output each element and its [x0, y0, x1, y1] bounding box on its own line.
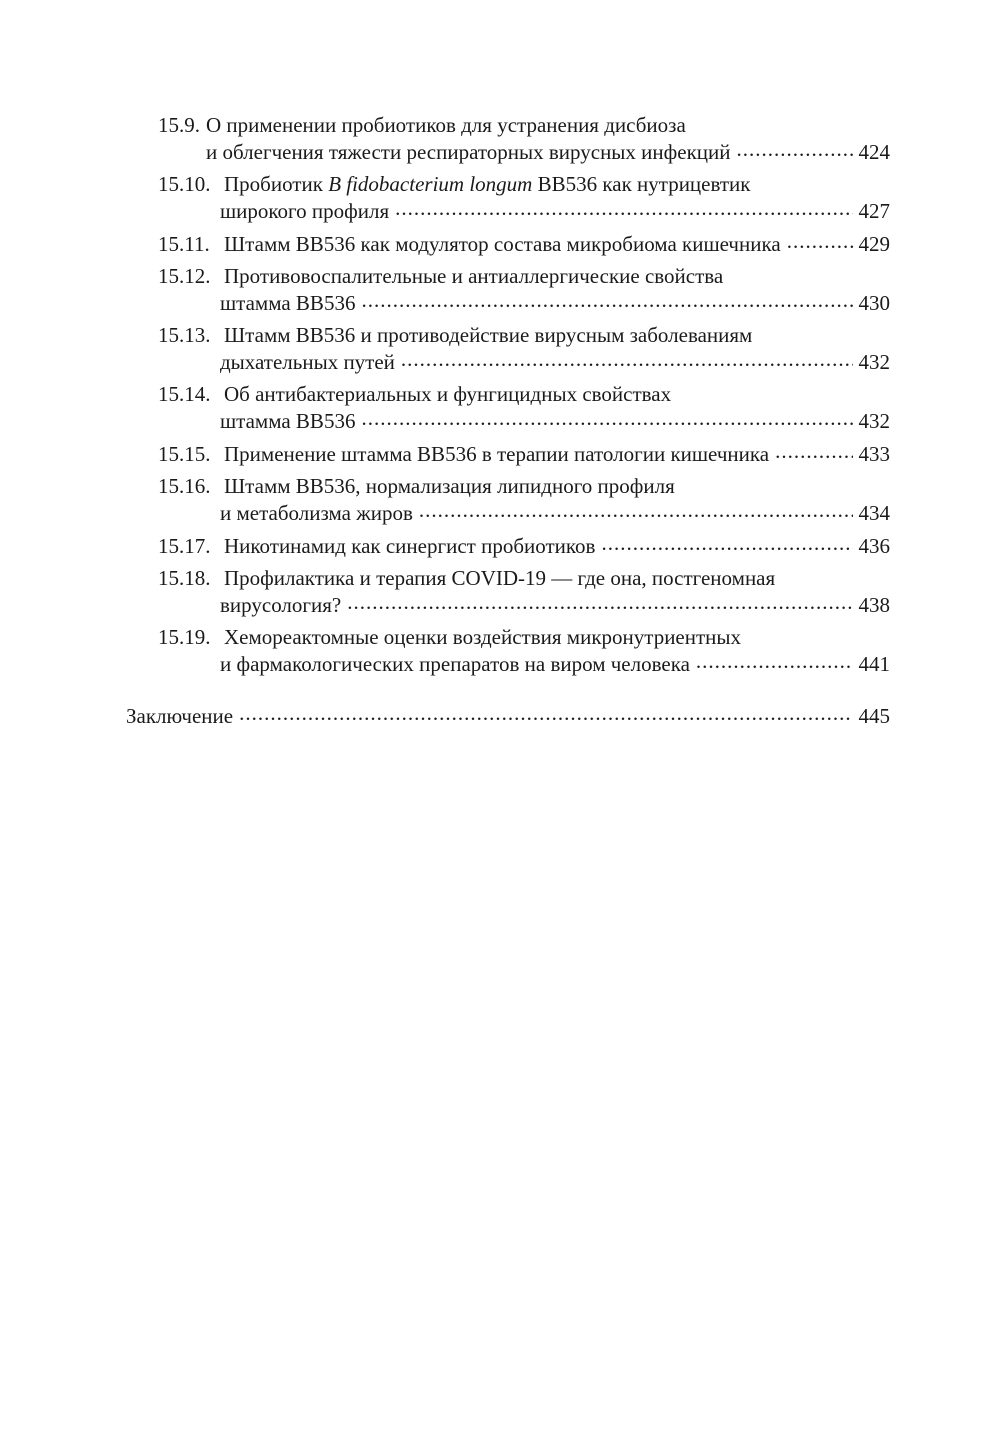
- toc-entry-title: [224, 171, 751, 197]
- toc-entry-15-15[interactable]: [0, 440, 890, 467]
- dot-leader: [696, 650, 853, 671]
- toc-entry-title: Штамм BB536, нормализация липидного профиля: [224, 474, 675, 498]
- toc-entry-number: 15.9.: [158, 113, 200, 137]
- toc-page-number: 441: [858, 652, 890, 676]
- toc-entry-15-14[interactable]: [0, 381, 890, 434]
- toc-entry-15-18[interactable]: [0, 565, 890, 618]
- toc-entry-number: 15.10.: [158, 172, 211, 196]
- toc-page-number: 438: [858, 593, 890, 617]
- toc-entry-15-17[interactable]: [0, 532, 890, 559]
- toc-entry-title: Штамм BB536 и противодействие вирусным заболеваниям: [224, 323, 753, 347]
- toc-entry-15-10[interactable]: [0, 171, 890, 224]
- toc-entry-number: 15.12.: [158, 264, 211, 288]
- toc-page-number: 433: [858, 442, 890, 466]
- toc-page-number: 430: [858, 291, 890, 315]
- toc-page-number: 436: [858, 534, 890, 558]
- toc-entry-title: О применении пробиотиков для устранения дисбиоза: [206, 113, 686, 137]
- toc-entry-number: 15.14.: [158, 382, 211, 406]
- dot-leader: [419, 499, 853, 520]
- toc-entry-15-12[interactable]: [0, 263, 890, 316]
- toc-entry-title-part: Пробиотик: [224, 172, 329, 196]
- toc-page-number: 434: [858, 501, 890, 525]
- toc-entry-number: 15.13.: [158, 323, 211, 347]
- toc-page-number: 424: [858, 140, 890, 164]
- toc-entry-title-cont: и метаболизма жиров: [220, 501, 413, 525]
- toc-entry-number: 15.11.: [158, 232, 210, 256]
- toc-entry-title-cont: штамма BB536: [220, 291, 356, 315]
- toc-entry-title-cont: и облегчения тяжести респираторных вирусных инфекций: [206, 140, 731, 164]
- toc-page-number: 427: [858, 199, 890, 223]
- dot-leader: [737, 138, 853, 159]
- toc-entry-15-9[interactable]: [0, 112, 890, 165]
- dot-leader: [347, 591, 852, 612]
- toc-entry-title-cont: и фармакологических препаратов на виром человека: [220, 652, 690, 676]
- dot-leader: [601, 532, 852, 553]
- dot-leader: [787, 230, 853, 251]
- toc-entry-number: 15.15.: [158, 442, 211, 466]
- dot-leader: [395, 197, 852, 218]
- toc-entry-title: Хемореактомные оценки воздействия микронутриентных: [224, 625, 742, 649]
- dot-leader: [361, 407, 852, 428]
- toc-entry-title-cont: вирусология?: [220, 593, 342, 617]
- toc-page-number: 432: [858, 350, 890, 374]
- toc-entry-title: Никотинамид как синергист пробиотиков: [224, 534, 596, 558]
- toc-entry-number: 15.18.: [158, 566, 211, 590]
- toc-entry-conclusion[interactable]: [126, 702, 890, 729]
- toc-entry-title-cont: дыхательных путей: [220, 350, 395, 374]
- toc-entry-number: 15.16.: [158, 474, 211, 498]
- toc-entry-title-cont: широкого профиля: [220, 199, 390, 223]
- dot-leader: [775, 440, 852, 461]
- toc-page-number: 432: [858, 409, 890, 433]
- toc-entry-title: Применение штамма BB536 в терапии патологии кишечника: [224, 442, 770, 466]
- toc-page-number: 429: [858, 232, 890, 256]
- toc-entry-15-16[interactable]: [0, 473, 890, 526]
- toc-entry-title: Об антибактериальных и фунгицидных свойствах: [224, 382, 672, 406]
- toc-entry-number: 15.17.: [158, 534, 211, 558]
- table-of-contents: [0, 112, 1000, 683]
- toc-entry-title: Профилактика и терапия COVID-19 — где она, постгеномная: [224, 566, 776, 590]
- dot-leader: [361, 289, 852, 310]
- toc-page-number: 445: [858, 704, 890, 728]
- toc-entry-title-cont: штамма BB536: [220, 409, 356, 433]
- toc-entry-title: Заключение: [126, 704, 234, 728]
- toc-entry-15-11[interactable]: [0, 230, 890, 257]
- toc-entry-title: Противовоспалительные и антиаллергические свойства: [224, 264, 724, 288]
- toc-entry-15-19[interactable]: [0, 624, 890, 677]
- toc-entry-number: 15.19.: [158, 625, 211, 649]
- dot-leader: [239, 702, 852, 723]
- toc-entry-title-italic: B fidobacterium longum: [328, 172, 533, 196]
- toc-entry-title-part: BB536 как нутрицевтик: [532, 172, 751, 196]
- toc-entry-title: Штамм BB536 как модулятор состава микробиома кишечника: [224, 232, 781, 256]
- toc-entry-15-13[interactable]: [0, 322, 890, 375]
- dot-leader: [401, 348, 853, 369]
